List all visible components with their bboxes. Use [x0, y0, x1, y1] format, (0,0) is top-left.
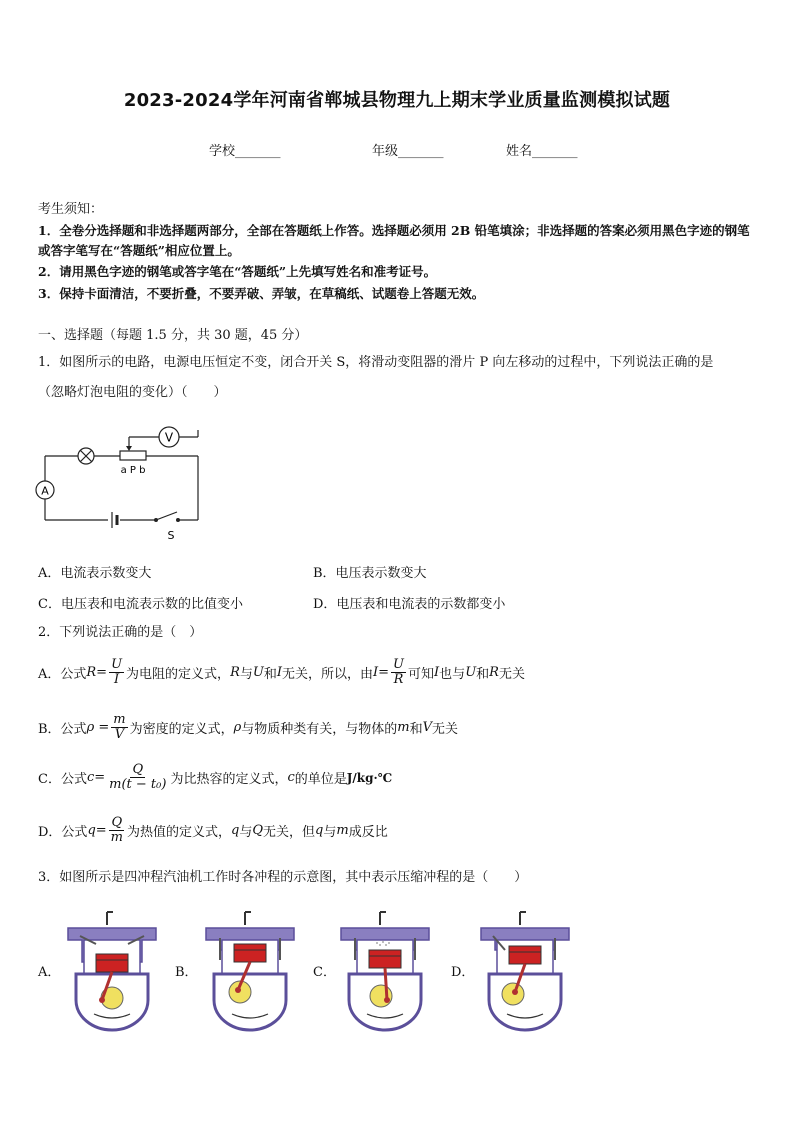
q1-stem-2: （忽略灯泡电阻的变化）（ ）: [38, 385, 227, 400]
lamp-symbol: [78, 448, 94, 464]
fraction-q-over-mdt: $\frac{Q}{\text{m(t − t₀)}}$: [109, 762, 167, 792]
q2-option-c[interactable]: C．公式 c= $\frac{Q}{\text{m(t − t₀)}}$ 为比热容的定义式， c 的单位是 J/kg·℃: [38, 762, 393, 792]
q2-option-b[interactable]: B．公式 ρ = $\frac{m}{V}$ 为密度的定义式， ρ 与物质种类有关，与物体的 m 和 V 无关: [38, 712, 458, 742]
rheostat-label: a P b: [120, 465, 146, 476]
grade-field[interactable]: 年级_______: [372, 144, 444, 159]
notice-heading: 考生须知：: [38, 202, 104, 217]
fraction-u-over-i: $\frac{U}{I}$: [111, 657, 123, 687]
fraction-q-over-m: $\frac{Q}{m}$: [110, 815, 123, 845]
q1-option-b[interactable]: B．电压表示数变大: [313, 566, 427, 581]
page-title: 2023-2024学年河南省郸城县物理九上期末学业质量监测模拟试题: [123, 90, 671, 111]
q3-engine-b[interactable]: [200, 910, 300, 1035]
q2-option-d[interactable]: D．公式 q= $\frac{Q}{m}$ 为热值的定义式， q 与 Q 无关，但 q 与 m 成反比: [38, 815, 388, 845]
rheostat-symbol: [120, 451, 146, 460]
q3-engine-d[interactable]: [475, 910, 575, 1035]
q3-label-a[interactable]: A．: [38, 965, 61, 980]
notice-item-3: 3．保持卡面清洁，不要折叠，不要弄破、弄皱，在草稿纸、试题卷上答题无效。: [38, 286, 485, 301]
q1-stem: 1．如图所示的电路，电源电压恒定不变，闭合开关 S，将滑动变阻器的滑片 P 向左移动的过程中，下列说法正确的是: [38, 355, 714, 370]
battery-symbol: [112, 512, 117, 528]
q3-stem: 3．如图所示是四冲程汽油机工作时各冲程的示意图，其中表示压缩冲程的是（ ）: [38, 870, 528, 885]
ammeter-label: A: [41, 484, 49, 498]
q2-option-a[interactable]: A．公式 R= $\frac{U}{I}$ 为电阻的定义式， R 与 U 和 I 无关，所以，由 I= $\frac{U}{R}$ 可知 I 也与 U 和 R 无关: [38, 657, 525, 687]
q3-label-d[interactable]: D．: [451, 965, 475, 980]
school-field[interactable]: 学校_______: [209, 144, 281, 159]
q3-label-b[interactable]: B．: [175, 965, 198, 980]
fraction-m-over-v: $\frac{m}{V}$: [113, 712, 126, 742]
q1-option-a[interactable]: A．电流表示数变大: [38, 566, 152, 581]
switch-label: S: [167, 529, 175, 542]
section-heading: 一、选择题（每题 1.5 分，共 30 题，45 分）: [38, 328, 308, 343]
name-field[interactable]: 姓名_______: [506, 144, 578, 159]
notice-item-1: 1．全卷分选择题和非选择题两部分，全部在答题纸上作答。选择题必须用 2B 铅笔填涂；非选择题的答案必须用黑色字迹的钢笔或答字笔写在“答题纸”相应位置上。: [38, 223, 750, 258]
q1-option-c[interactable]: C．电压表和电流表示数的比值变小: [38, 597, 243, 612]
switch-symbol: [154, 512, 180, 522]
q1-option-d[interactable]: D．电压表和电流表的示数都变小: [313, 597, 506, 612]
notice-item-2: 2．请用黑色字迹的钢笔或答字笔在“答题纸”上先填写姓名和准考证号。: [38, 264, 437, 279]
q1-circuit-diagram: [28, 420, 218, 545]
q3-engine-a[interactable]: [62, 910, 162, 1035]
q3-engine-c[interactable]: [335, 910, 435, 1035]
voltmeter-label: V: [164, 430, 174, 445]
q3-label-c[interactable]: C．: [313, 965, 336, 980]
fraction-u-over-r: $\frac{U}{R}$: [393, 657, 405, 687]
q2-stem: 2．下列说法正确的是（ ）: [38, 625, 203, 640]
